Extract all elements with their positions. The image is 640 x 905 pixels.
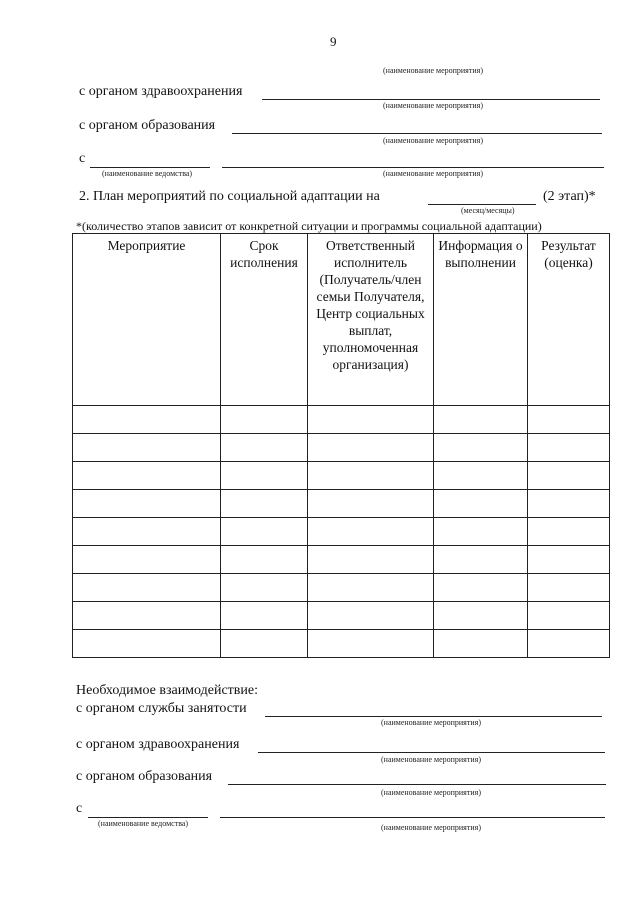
table-row [73,462,610,490]
education-fill-line[interactable] [232,133,602,134]
table-row [73,630,610,658]
month-caption: (месяц/месяцы) [461,206,515,215]
table-cell[interactable] [221,574,308,602]
table-row [73,546,610,574]
plan-heading: 2. План мероприятий по социальной адаптации на [79,189,380,204]
table-header-row [73,234,610,406]
table-cell[interactable] [308,434,434,462]
activity2-caption: (наименование мероприятия) [381,823,481,832]
plan-table [72,233,610,658]
footnote: *(количество этапов зависит от конкретной ситуации и программы социальной адаптации) [76,219,542,233]
table-cell[interactable] [221,518,308,546]
table-row [73,490,610,518]
health2-caption: (наименование мероприятия) [381,755,481,764]
table-cell[interactable] [73,462,221,490]
table-cell[interactable] [434,518,528,546]
education-label: с органом образования [79,118,216,133]
other2-label: с [76,801,83,816]
plan-stage: (2 этап)* [543,189,596,204]
agency-fill-line[interactable] [90,167,210,168]
col-info: Информация о выполнении [434,234,528,406]
table-cell[interactable] [434,490,528,518]
education2-fill-line[interactable] [228,784,606,785]
table-cell[interactable] [73,602,221,630]
interaction-title: Необходимое взаимодействие: [76,683,259,698]
employment-caption: (наименование мероприятия) [381,718,481,727]
table-cell[interactable] [221,406,308,434]
table-cell[interactable] [73,630,221,658]
col-activity: Мероприятие [73,234,221,406]
health-caption: (наименование мероприятия) [383,101,483,110]
table-cell[interactable] [73,546,221,574]
table-cell[interactable] [528,406,610,434]
activity-caption: (наименование мероприятия) [383,169,483,178]
education2-caption: (наименование мероприятия) [381,788,481,797]
health2-fill-line[interactable] [258,752,605,753]
table-cell[interactable] [434,574,528,602]
agency-caption: (наименование ведомства) [102,169,193,178]
table-cell[interactable] [73,574,221,602]
table-cell[interactable] [308,574,434,602]
table-cell[interactable] [308,630,434,658]
table-cell[interactable] [308,490,434,518]
table-row [73,406,610,434]
table-cell[interactable] [528,434,610,462]
col-result: Результат (оценка) [528,234,610,406]
col-deadline: Срок исполнения [221,234,308,406]
other-label: с [79,151,86,166]
table-cell[interactable] [434,434,528,462]
activity-fill-line[interactable] [222,167,604,168]
table-cell[interactable] [434,462,528,490]
table-cell[interactable] [73,406,221,434]
health-label: с органом здравоохранения [79,84,243,99]
table-cell[interactable] [434,546,528,574]
col-responsible: Ответственный исполнитель (Получатель/член семьи Получателя, Центр социальных выплат, уполномоченная организация) [308,234,434,406]
table-cell[interactable] [221,546,308,574]
page-number: 9 [330,34,337,49]
activity2-fill-line[interactable] [220,817,605,818]
table-cell[interactable] [308,546,434,574]
table-cell[interactable] [73,518,221,546]
table-row [73,518,610,546]
table-cell[interactable] [434,602,528,630]
table-cell[interactable] [308,518,434,546]
table-cell[interactable] [528,490,610,518]
table-row [73,434,610,462]
health-fill-line[interactable] [262,99,600,100]
table-cell[interactable] [221,462,308,490]
agency2-caption: (наименование ведомства) [98,819,189,828]
table-cell[interactable] [434,406,528,434]
table-cell[interactable] [528,574,610,602]
employment-fill-line[interactable] [265,716,602,717]
table-cell[interactable] [221,490,308,518]
health2-label: с органом здравоохранения [76,737,240,752]
table-cell[interactable] [221,434,308,462]
table-cell[interactable] [308,462,434,490]
table-cell[interactable] [528,630,610,658]
table-cell[interactable] [308,406,434,434]
education-caption: (наименование мероприятия) [383,136,483,145]
education2-label: с органом образования [76,769,213,784]
table-cell[interactable] [528,518,610,546]
agency2-fill-line[interactable] [88,817,208,818]
table-cell[interactable] [528,462,610,490]
table-cell[interactable] [434,630,528,658]
first-caption: (наименование мероприятия) [383,66,483,75]
employment-label: с органом службы занятости [76,701,247,716]
month-fill-line[interactable] [428,204,536,205]
table-cell[interactable] [221,602,308,630]
table-cell[interactable] [528,602,610,630]
table-cell[interactable] [221,630,308,658]
table-cell[interactable] [528,546,610,574]
table-row [73,574,610,602]
table-cell[interactable] [73,434,221,462]
table-row [73,602,610,630]
table-cell[interactable] [308,602,434,630]
table-cell[interactable] [73,490,221,518]
